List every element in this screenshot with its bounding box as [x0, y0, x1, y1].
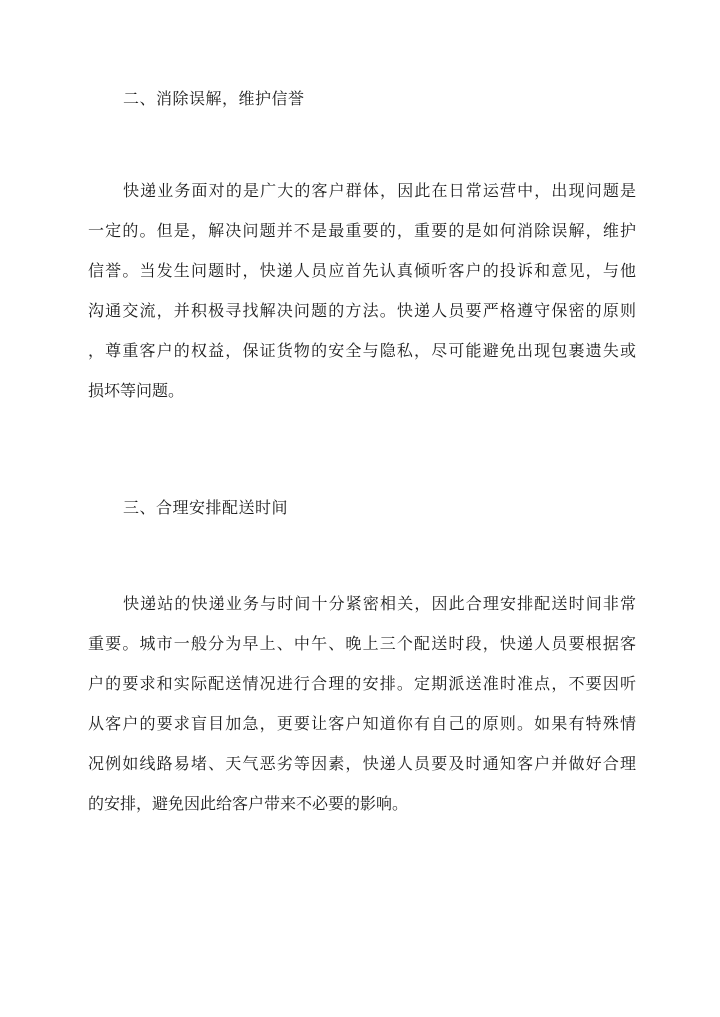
paragraph-line: 重要。城市一般分为早上、中午、晚上三个配送时段，快递人员要根据客 [88, 634, 636, 653]
paragraph-line: 况例如线路易堵、天气恶劣等因素，快递人员要及时通知客户并做好合理 [88, 754, 636, 773]
paragraph-line: 损坏等问题。 [88, 381, 185, 400]
section-paragraph-1 [88, 171, 636, 411]
section-paragraph-2 [88, 584, 636, 824]
section-heading-1: 二、消除误解，维护信誉 [123, 89, 305, 108]
paragraph-line: 从客户的要求盲目加急，更要让客户知道你有自己的原则。如果有特殊情 [88, 714, 636, 733]
paragraph-line: ，尊重客户的权益，保证货物的安全与隐私，尽可能避免出现包裹遗失或 [88, 341, 636, 360]
section-heading-2: 三、合理安排配送时间 [123, 498, 289, 517]
paragraph-line: 快递业务面对的是广大的客户群体，因此在日常运营中，出现问题是 [123, 181, 636, 200]
paragraph-line: 户的要求和实际配送情况进行合理的安排。定期派送准时准点，不要因听 [88, 674, 636, 693]
paragraph-line: 一定的。但是，解决问题并不是最重要的，重要的是如何消除误解，维护 [88, 221, 636, 240]
paragraph-line: 沟通交流，并积极寻找解决问题的方法。快递人员要严格遵守保密的原则 [88, 301, 636, 320]
paragraph-line: 快递站的快递业务与时间十分紧密相关，因此合理安排配送时间非常 [123, 594, 636, 613]
paragraph-line: 的安排，避免因此给客户带来不必要的影响。 [88, 794, 409, 813]
paragraph-line: 信誉。当发生问题时，快递人员应首先认真倾听客户的投诉和意见，与他 [88, 261, 636, 280]
